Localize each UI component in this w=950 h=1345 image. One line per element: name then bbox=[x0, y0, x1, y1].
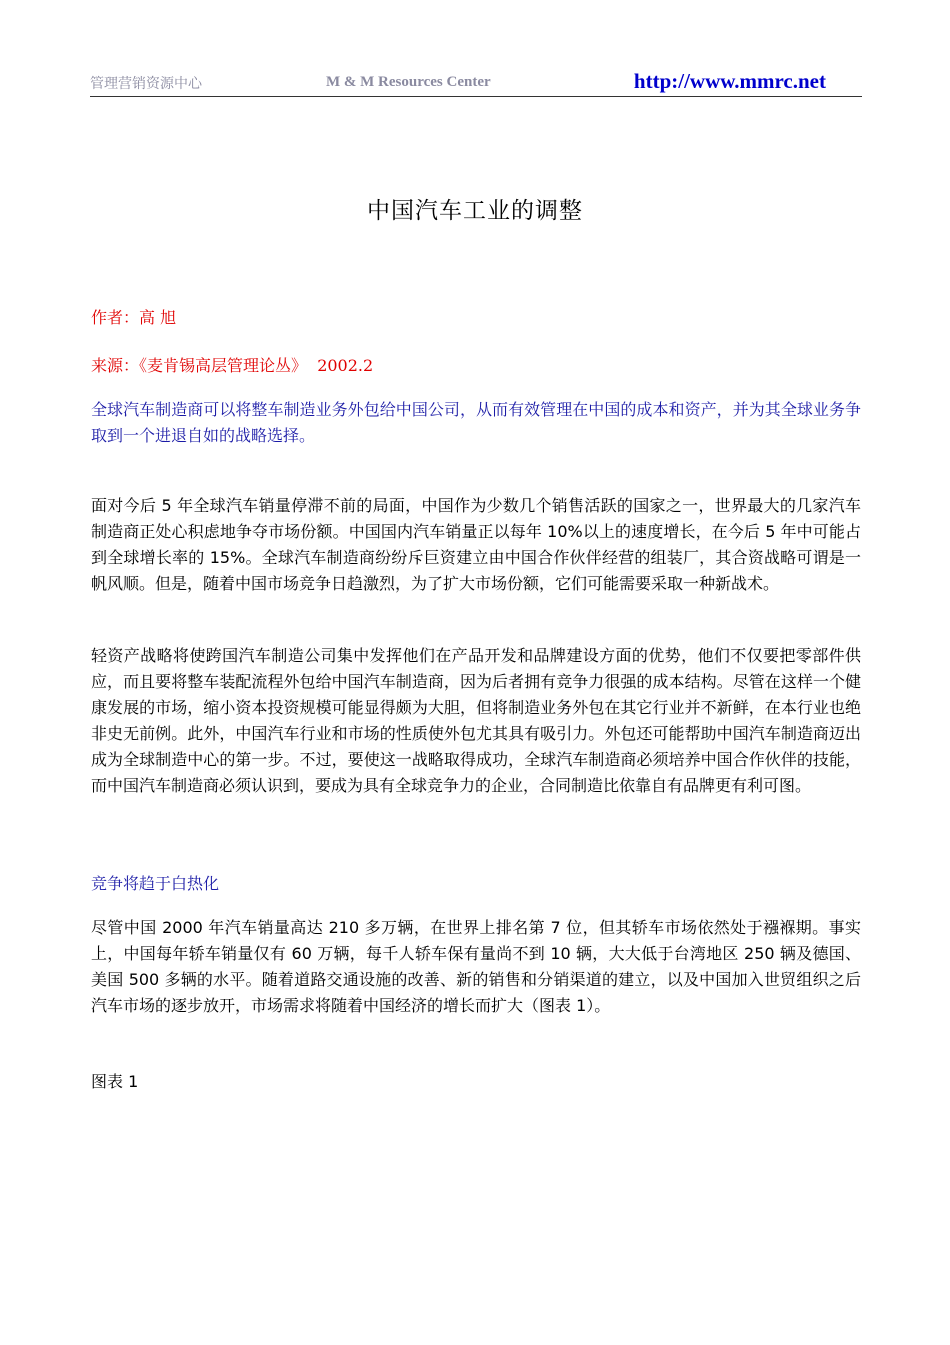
header-org-english: M & M Resources Center bbox=[326, 74, 491, 90]
header-website-link[interactable]: http://www.mmrc.net bbox=[633, 69, 826, 93]
article-title: 中国汽车工业的调整 bbox=[367, 198, 583, 224]
source-label: 来源：《麦肯锡高层管理论丛》 bbox=[91, 356, 308, 375]
source-line bbox=[91, 353, 373, 376]
lead-paragraph: 全球汽车制造商可以将整车制造业务外包给中国公司，从而有效管理在中国的成本和资产，并为其全球业务争取到一个进退自如的战略选择。 bbox=[91, 400, 861, 445]
header-org-name: 管理营销资源中心 bbox=[90, 76, 202, 92]
page-header bbox=[90, 70, 862, 97]
body-paragraph-1: 面对今后 5 年全球汽车销量停滞不前的局面，中国作为少数几个销售活跃的国家之一，世界最大的几家汽车制造商正处心积虑地争夺市场份额。中国国内汽车销量正以每年 10%以上的速度增长，在今后 5 年中可能占到全球增长率的 15%。全球汽车制造商纷纷斥巨资建立由中国合作伙伴经营的组装厂，其合资战略可谓是一帆风顺。但是，随着中国市场竞争日趋激烈，为了扩大市场份额，它们可能需要采取一种新战术。 bbox=[91, 496, 861, 593]
author-line: 作者：高 旭 bbox=[91, 308, 177, 327]
source-issue: 2002.2 bbox=[317, 356, 374, 375]
section-heading: 竞争将趋于白热化 bbox=[91, 874, 220, 893]
section-paragraph: 尽管中国 2000 年汽车销量高达 210 多万辆，在世界上排名第 7 位，但其轿车市场依然处于襁褓期。事实上，中国每年轿车销量仅有 60 万辆，每千人轿车保有量尚不到 10 辆，大大低于台湾地区 250 辆及德国、美国 500 多辆的水平。随着道路交通设施的改善、新的销售和分销渠道的建立，以及中国加入世贸组织之后汽车市场的逐步放开，市场需求将随着中国经济的增长而扩大（图表 1）。 bbox=[91, 918, 861, 1015]
body-paragraph-2: 轻资产战略将使跨国汽车制造公司集中发挥他们在产品开发和品牌建设方面的优势，他们不仅要把零部件供应，而且要将整车装配流程外包给中国汽车制造商，因为后者拥有竞争力很强的成本结构。尽管在这样一个健康发展的市场，缩小资本投资规模可能显得颇为大胆，但将制造业务外包在其它行业并不新鲜，在本行业也绝非史无前例。此外，中国汽车行业和市场的性质使外包尤其具有吸引力。外包还可能帮助中国汽车制造商迈出成为全球制造中心的第一步。不过，要使这一战略取得成功，全球汽车制造商必须培养中国合作伙伴的技能，而中国汽车制造商必须认识到，要成为具有全球竞争力的企业，合同制造比依靠自有品牌更有利可图。 bbox=[91, 646, 861, 795]
figure-caption: 图表 1 bbox=[91, 1072, 139, 1091]
